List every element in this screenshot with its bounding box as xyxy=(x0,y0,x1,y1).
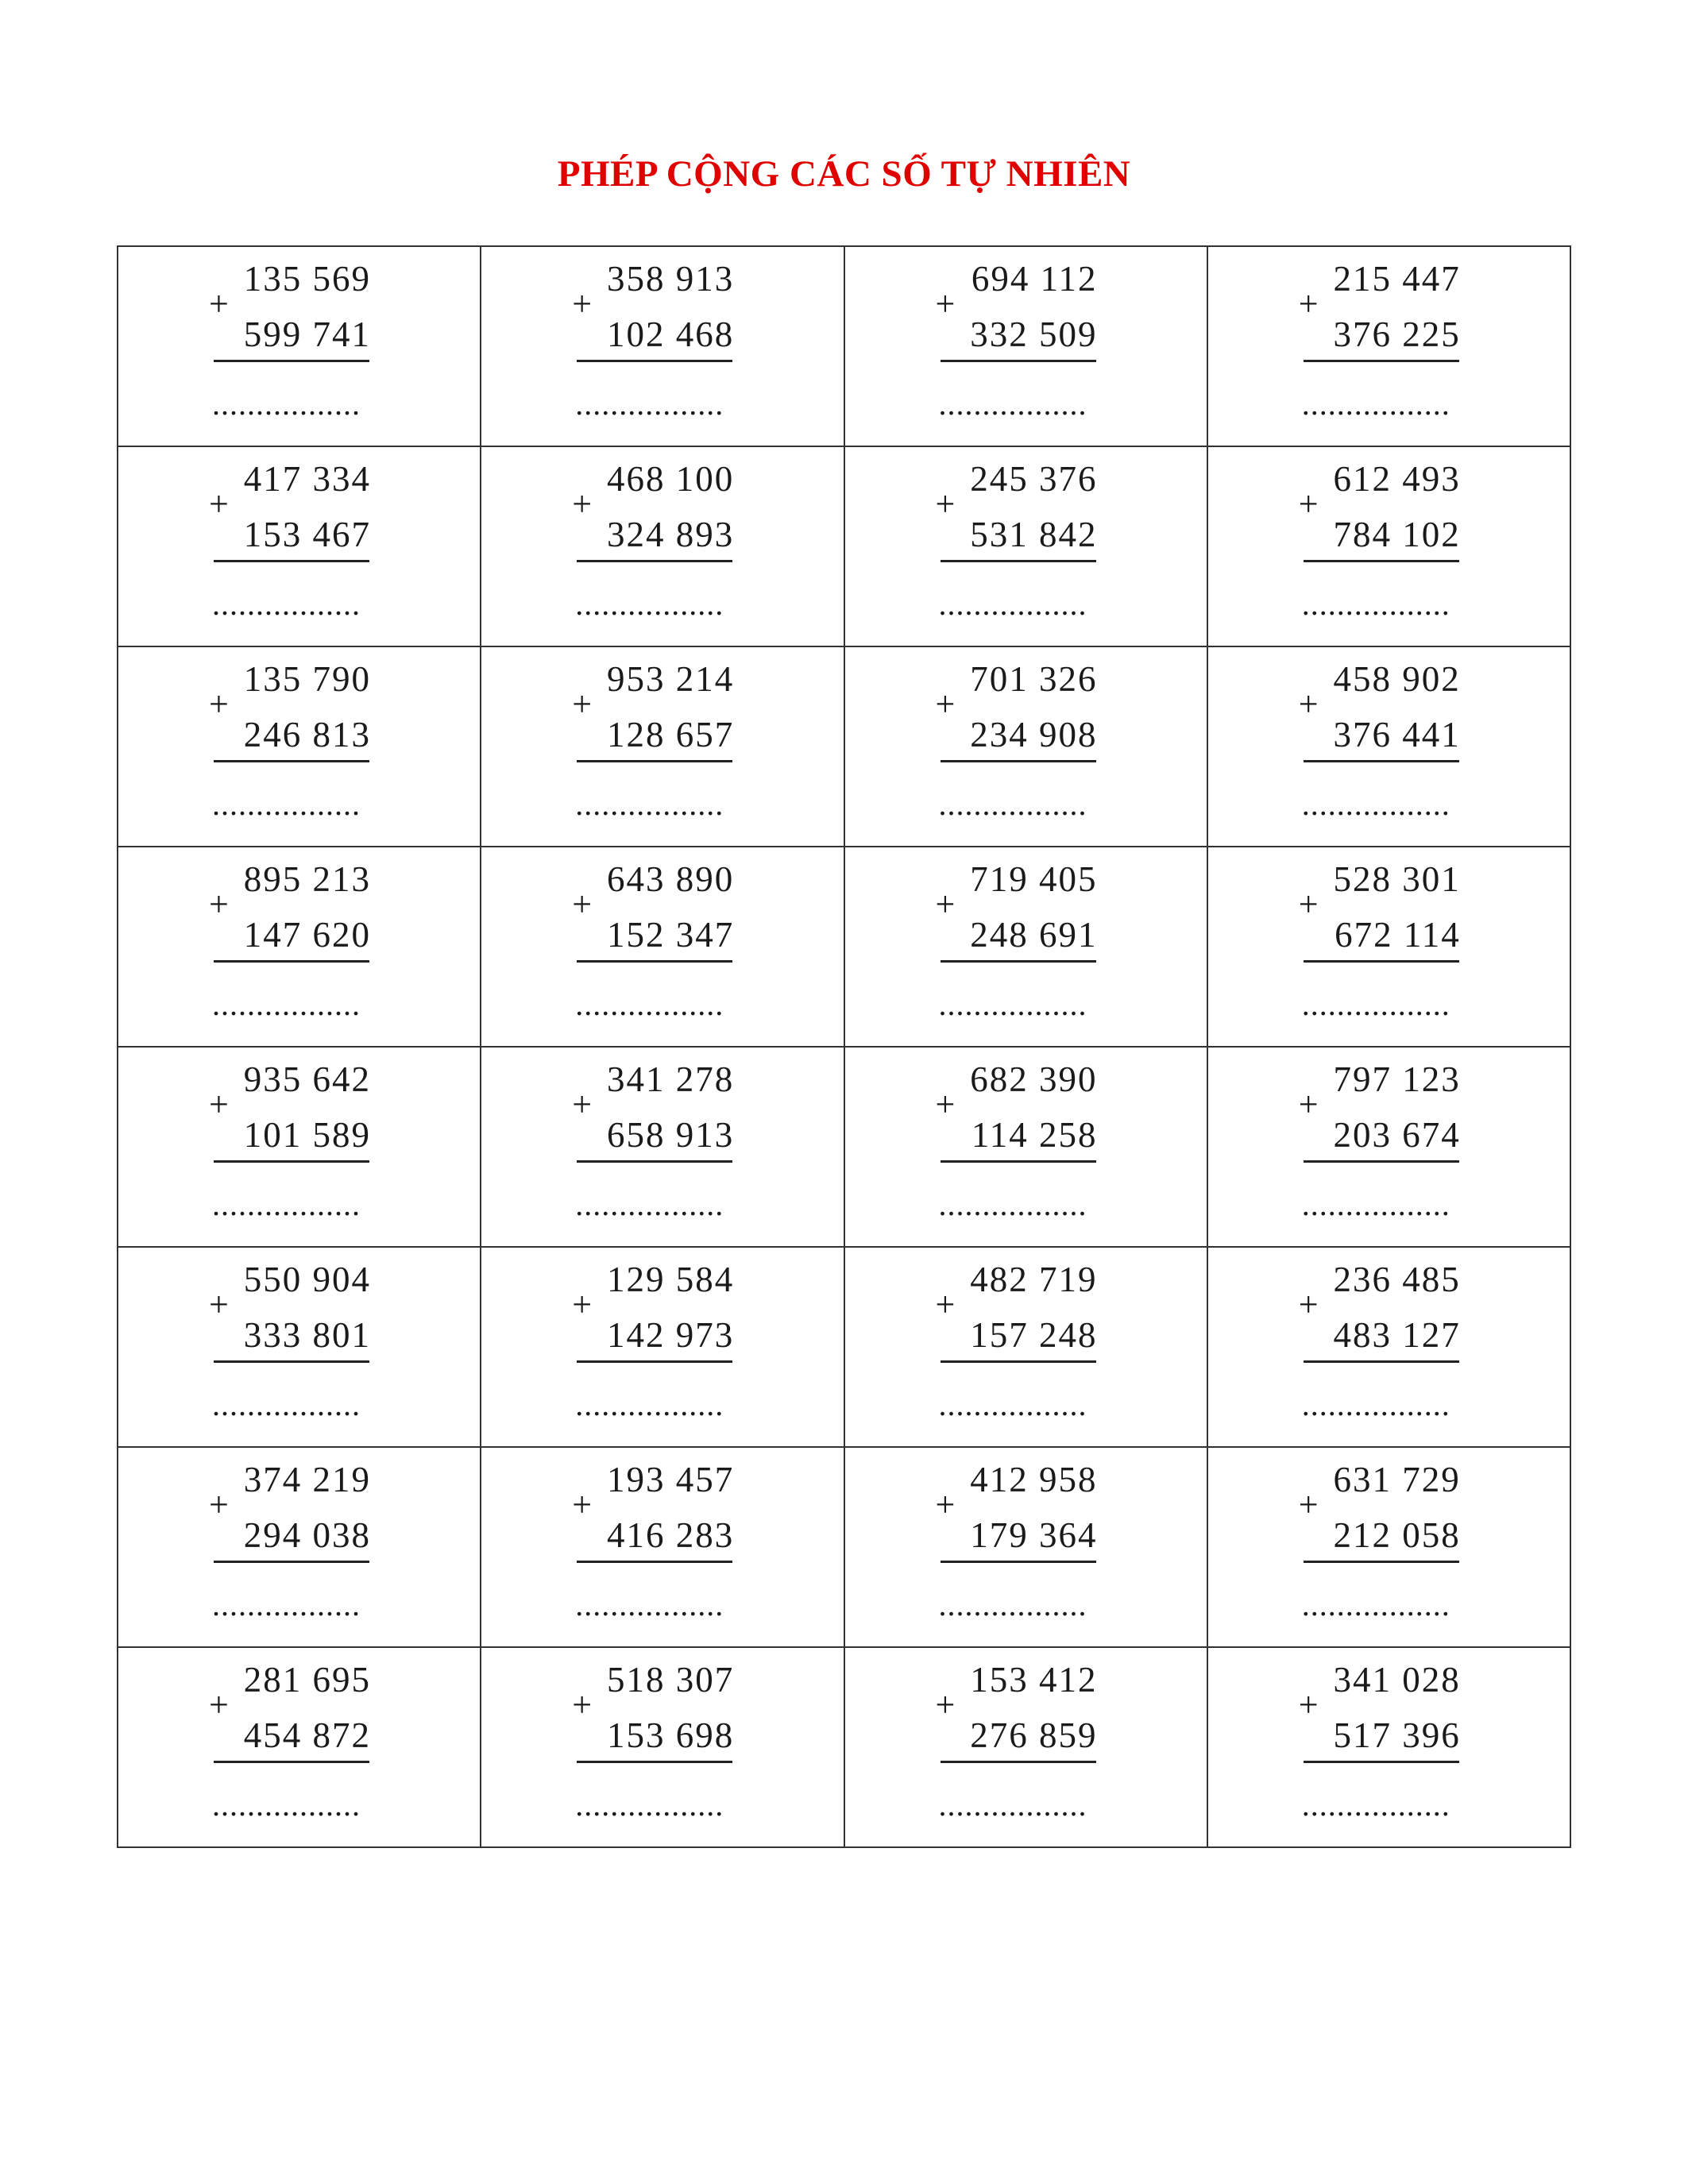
second-addend: 234 908 xyxy=(970,715,1098,754)
second-addend: 102 468 xyxy=(607,314,735,354)
problem-row xyxy=(118,646,1570,847)
second-addend: 454 872 xyxy=(243,1715,371,1755)
problem-row xyxy=(118,1247,1570,1447)
first-addend: 281 695 xyxy=(243,1660,371,1700)
answer-blank[interactable]: ................. xyxy=(1301,1587,1450,1623)
answer-blank[interactable]: ................. xyxy=(575,1587,724,1623)
problem-row xyxy=(118,1647,1570,1847)
first-addend: 550 904 xyxy=(243,1260,371,1299)
addition-problem xyxy=(935,647,1115,846)
addition-problem xyxy=(209,447,388,646)
sum-line xyxy=(577,360,732,362)
problem-cell xyxy=(844,1047,1207,1247)
second-addend: 324 893 xyxy=(607,515,735,554)
answer-blank[interactable]: ................. xyxy=(212,786,361,822)
sum-line xyxy=(214,960,369,963)
plus-sign: + xyxy=(1298,685,1319,723)
plus-sign: + xyxy=(572,885,593,924)
problem-cell xyxy=(118,1047,481,1247)
second-addend: 376 441 xyxy=(1333,715,1461,754)
addition-problem xyxy=(935,1248,1115,1446)
first-addend: 193 457 xyxy=(607,1460,735,1499)
second-addend: 531 842 xyxy=(970,515,1098,554)
sum-line xyxy=(577,1761,732,1763)
problem-cell xyxy=(481,246,844,446)
first-addend: 643 890 xyxy=(607,859,735,899)
second-addend: 212 058 xyxy=(1333,1515,1461,1555)
problem-cell xyxy=(118,246,481,446)
answer-blank[interactable]: ................. xyxy=(575,1387,724,1422)
problem-cell xyxy=(844,1647,1207,1847)
plus-sign: + xyxy=(935,1285,956,1324)
sum-line xyxy=(941,1160,1096,1163)
addition-problem xyxy=(209,247,388,446)
sum-line xyxy=(577,1160,732,1163)
addition-problem xyxy=(209,1048,388,1246)
plus-sign: + xyxy=(572,284,593,323)
problem-cell xyxy=(118,1247,481,1447)
plus-sign: + xyxy=(209,885,229,924)
plus-sign: + xyxy=(1298,1085,1319,1124)
plus-sign: + xyxy=(935,484,956,523)
first-addend: 153 412 xyxy=(970,1660,1098,1700)
second-addend: 142 973 xyxy=(607,1315,735,1355)
problem-cell xyxy=(118,446,481,646)
problem-cell xyxy=(844,847,1207,1047)
first-addend: 417 334 xyxy=(243,459,371,499)
sum-line xyxy=(1304,1561,1459,1563)
addition-problem xyxy=(209,1448,388,1646)
answer-blank[interactable]: ................. xyxy=(575,1787,724,1823)
sum-line xyxy=(214,560,369,562)
first-addend: 245 376 xyxy=(970,459,1098,499)
problem-cell xyxy=(118,646,481,847)
first-addend: 935 642 xyxy=(243,1059,371,1099)
answer-blank[interactable]: ................. xyxy=(1301,1187,1450,1222)
second-addend: 333 801 xyxy=(243,1315,371,1355)
first-addend: 341 028 xyxy=(1333,1660,1461,1700)
sum-line xyxy=(1304,1761,1459,1763)
first-addend: 682 390 xyxy=(970,1059,1098,1099)
sum-line xyxy=(941,360,1096,362)
addition-problem xyxy=(572,247,751,446)
sum-line xyxy=(577,760,732,762)
answer-blank[interactable]: ................. xyxy=(938,986,1087,1022)
problem-cell xyxy=(1207,646,1570,847)
problem-cell xyxy=(1207,1647,1570,1847)
problem-cell xyxy=(1207,246,1570,446)
answer-blank[interactable]: ................. xyxy=(212,386,361,422)
problem-cell xyxy=(481,1047,844,1247)
first-addend: 458 902 xyxy=(1333,659,1461,699)
addition-problem xyxy=(935,1048,1115,1246)
plus-sign: + xyxy=(935,1085,956,1124)
second-addend: 672 114 xyxy=(1335,915,1461,955)
answer-blank[interactable]: ................. xyxy=(938,1787,1087,1823)
problem-cell xyxy=(1207,847,1570,1047)
answer-blank[interactable]: ................. xyxy=(938,386,1087,422)
plus-sign: + xyxy=(572,1285,593,1324)
plus-sign: + xyxy=(935,685,956,723)
second-addend: 332 509 xyxy=(970,314,1098,354)
addition-problem xyxy=(1298,247,1478,446)
plus-sign: + xyxy=(209,1285,229,1324)
problem-cell xyxy=(844,446,1207,646)
addition-problem xyxy=(572,1648,751,1846)
addition-problem-grid xyxy=(117,245,1571,1848)
plus-sign: + xyxy=(1298,1685,1319,1724)
answer-blank[interactable]: ................. xyxy=(575,1187,724,1222)
addition-problem xyxy=(1298,1448,1478,1646)
problem-cell xyxy=(844,1247,1207,1447)
plus-sign: + xyxy=(209,1485,229,1524)
problem-cell xyxy=(1207,1247,1570,1447)
first-addend: 701 326 xyxy=(970,659,1098,699)
first-addend: 341 278 xyxy=(607,1059,735,1099)
second-addend: 147 620 xyxy=(243,915,371,955)
sum-line xyxy=(577,960,732,963)
problem-cell xyxy=(481,1247,844,1447)
sum-line xyxy=(214,1360,369,1363)
answer-blank[interactable]: ................. xyxy=(212,1787,361,1823)
second-addend: 101 589 xyxy=(243,1115,371,1155)
problem-cell xyxy=(844,246,1207,446)
addition-problem xyxy=(572,447,751,646)
first-addend: 135 569 xyxy=(243,259,371,299)
second-addend: 157 248 xyxy=(970,1315,1098,1355)
answer-blank[interactable]: ................. xyxy=(1301,1787,1450,1823)
problem-cell xyxy=(844,1447,1207,1647)
second-addend: 114 258 xyxy=(971,1115,1098,1155)
plus-sign: + xyxy=(209,1085,229,1124)
second-addend: 152 347 xyxy=(607,915,735,955)
sum-line xyxy=(1304,960,1459,963)
first-addend: 953 214 xyxy=(607,659,735,699)
second-addend: 246 813 xyxy=(243,715,371,754)
plus-sign: + xyxy=(935,1685,956,1724)
answer-blank[interactable]: ................. xyxy=(575,986,724,1022)
sum-line xyxy=(941,560,1096,562)
problem-cell xyxy=(481,446,844,646)
answer-blank[interactable]: ................. xyxy=(938,1387,1087,1422)
first-addend: 631 729 xyxy=(1333,1460,1461,1499)
sum-line xyxy=(577,560,732,562)
first-addend: 528 301 xyxy=(1333,859,1461,899)
second-addend: 179 364 xyxy=(970,1515,1098,1555)
sum-line xyxy=(941,1561,1096,1563)
plus-sign: + xyxy=(1298,885,1319,924)
first-addend: 129 584 xyxy=(607,1260,735,1299)
plus-sign: + xyxy=(1298,284,1319,323)
addition-problem xyxy=(1298,1648,1478,1846)
sum-line xyxy=(1304,1360,1459,1363)
first-addend: 797 123 xyxy=(1333,1059,1461,1099)
sum-line xyxy=(214,1561,369,1563)
problem-cell xyxy=(1207,1047,1570,1247)
second-addend: 153 467 xyxy=(243,515,371,554)
first-addend: 694 112 xyxy=(971,259,1098,299)
problem-cell xyxy=(118,847,481,1047)
problem-cell xyxy=(1207,446,1570,646)
first-addend: 215 447 xyxy=(1333,259,1461,299)
answer-blank[interactable]: ................. xyxy=(212,1587,361,1623)
problem-cell xyxy=(118,1447,481,1647)
page-title: PHÉP CỘNG CÁC SỐ TỰ NHIÊN xyxy=(557,153,1131,195)
plus-sign: + xyxy=(209,1685,229,1724)
first-addend: 612 493 xyxy=(1333,459,1461,499)
problem-row xyxy=(118,1447,1570,1647)
answer-blank[interactable]: ................. xyxy=(575,386,724,422)
problem-cell xyxy=(118,1647,481,1847)
second-addend: 658 913 xyxy=(607,1115,735,1155)
second-addend: 203 674 xyxy=(1333,1115,1461,1155)
problem-cell xyxy=(481,646,844,847)
sum-line xyxy=(214,760,369,762)
problem-cell xyxy=(481,1647,844,1847)
second-addend: 416 283 xyxy=(607,1515,735,1555)
addition-problem xyxy=(1298,1048,1478,1246)
first-addend: 482 719 xyxy=(970,1260,1098,1299)
answer-blank[interactable]: ................. xyxy=(938,1187,1087,1222)
problem-row xyxy=(118,847,1570,1047)
second-addend: 128 657 xyxy=(607,715,735,754)
addition-problem xyxy=(935,847,1115,1046)
plus-sign: + xyxy=(209,484,229,523)
first-addend: 895 213 xyxy=(243,859,371,899)
first-addend: 374 219 xyxy=(243,1460,371,1499)
second-addend: 248 691 xyxy=(970,915,1098,955)
problem-row xyxy=(118,1047,1570,1247)
answer-blank[interactable]: ................. xyxy=(212,586,361,622)
plus-sign: + xyxy=(572,685,593,723)
sum-line xyxy=(1304,360,1459,362)
second-addend: 517 396 xyxy=(1333,1715,1461,1755)
plus-sign: + xyxy=(209,284,229,323)
first-addend: 518 307 xyxy=(607,1660,735,1700)
answer-blank[interactable]: ................. xyxy=(1301,986,1450,1022)
first-addend: 412 958 xyxy=(970,1460,1098,1499)
sum-line xyxy=(1304,560,1459,562)
answer-blank[interactable]: ................. xyxy=(212,986,361,1022)
answer-blank[interactable]: ................. xyxy=(212,1387,361,1422)
plus-sign: + xyxy=(572,1685,593,1724)
addition-problem xyxy=(1298,1248,1478,1446)
answer-blank[interactable]: ................. xyxy=(575,786,724,822)
problem-cell xyxy=(844,646,1207,847)
plus-sign: + xyxy=(1298,1485,1319,1524)
sum-line xyxy=(577,1561,732,1563)
addition-problem xyxy=(572,847,751,1046)
addition-problem xyxy=(209,1248,388,1446)
plus-sign: + xyxy=(1298,484,1319,523)
answer-blank[interactable]: ................. xyxy=(1301,386,1450,422)
sum-line xyxy=(941,960,1096,963)
first-addend: 358 913 xyxy=(607,259,735,299)
problem-cell xyxy=(481,1447,844,1647)
first-addend: 468 100 xyxy=(607,459,735,499)
second-addend: 276 859 xyxy=(970,1715,1098,1755)
problem-cell xyxy=(481,847,844,1047)
sum-line xyxy=(941,760,1096,762)
addition-problem xyxy=(935,247,1115,446)
sum-line xyxy=(214,360,369,362)
second-addend: 784 102 xyxy=(1333,515,1461,554)
problem-row xyxy=(118,246,1570,446)
answer-blank[interactable]: ................. xyxy=(1301,586,1450,622)
addition-problem xyxy=(572,1448,751,1646)
answer-blank[interactable]: ................. xyxy=(1301,1387,1450,1422)
second-addend: 483 127 xyxy=(1333,1315,1461,1355)
plus-sign: + xyxy=(935,284,956,323)
addition-problem xyxy=(572,647,751,846)
second-addend: 599 741 xyxy=(243,314,371,354)
answer-blank[interactable]: ................. xyxy=(938,586,1087,622)
addition-problem xyxy=(935,1648,1115,1846)
addition-problem xyxy=(1298,847,1478,1046)
plus-sign: + xyxy=(572,1085,593,1124)
sum-line xyxy=(1304,760,1459,762)
plus-sign: + xyxy=(572,1485,593,1524)
sum-line xyxy=(214,1160,369,1163)
answer-blank[interactable]: ................. xyxy=(212,1187,361,1222)
plus-sign: + xyxy=(209,685,229,723)
plus-sign: + xyxy=(1298,1285,1319,1324)
addition-problem xyxy=(935,1448,1115,1646)
sum-line xyxy=(577,1360,732,1363)
problem-row xyxy=(118,446,1570,646)
plus-sign: + xyxy=(572,484,593,523)
sum-line xyxy=(941,1360,1096,1363)
answer-blank[interactable]: ................. xyxy=(938,1587,1087,1623)
first-addend: 236 485 xyxy=(1333,1260,1461,1299)
plus-sign: + xyxy=(935,1485,956,1524)
sum-line xyxy=(214,1761,369,1763)
addition-problem xyxy=(1298,447,1478,646)
addition-problem xyxy=(209,1648,388,1846)
sum-line xyxy=(1304,1160,1459,1163)
addition-problem xyxy=(209,647,388,846)
addition-problem xyxy=(572,1048,751,1246)
addition-problem xyxy=(209,847,388,1046)
answer-blank[interactable]: ................. xyxy=(575,586,724,622)
problem-cell xyxy=(1207,1447,1570,1647)
addition-problem xyxy=(935,447,1115,646)
answer-blank[interactable]: ................. xyxy=(938,786,1087,822)
addition-problem xyxy=(572,1248,751,1446)
second-addend: 153 698 xyxy=(607,1715,735,1755)
plus-sign: + xyxy=(935,885,956,924)
first-addend: 719 405 xyxy=(970,859,1098,899)
answer-blank[interactable]: ................. xyxy=(1301,786,1450,822)
second-addend: 294 038 xyxy=(243,1515,371,1555)
second-addend: 376 225 xyxy=(1333,314,1461,354)
sum-line xyxy=(941,1761,1096,1763)
addition-problem xyxy=(1298,647,1478,846)
first-addend: 135 790 xyxy=(243,659,371,699)
